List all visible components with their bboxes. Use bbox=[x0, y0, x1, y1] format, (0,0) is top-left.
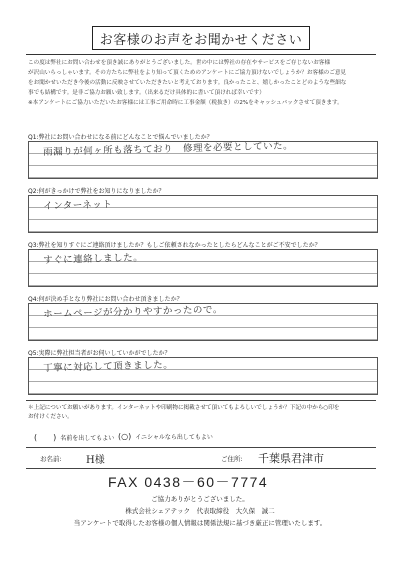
publication-note bbox=[28, 404, 380, 422]
note-line: ＊上記についてお願いがあります。インターネットや印刷物に掲載させて頂いてもよろしいでしょうか？下記の中から○印を bbox=[28, 405, 340, 411]
page-title: お客様のお声をお聞かせください bbox=[92, 26, 310, 50]
question-4-label: Q4:何が決め手となり弊社にお問い合わせ頂きましたか？ bbox=[28, 296, 183, 303]
answer-box-3[interactable] bbox=[28, 249, 378, 287]
intro-line: ※本アンケートにご協力いただいたお客様には工事ご用命時に工事金額（税抜き）の2%をキャッシュバックさせて頂きます。 bbox=[28, 100, 343, 106]
answer-5-text: 丁寧に対応して頂きました。 bbox=[43, 359, 174, 374]
question-3-label: Q3:弊社を知りすぐにご連絡頂けましたか？もしご依頼されなかったとしたらどんなことがご不安でしたか？ bbox=[28, 242, 321, 249]
company-signature: 株式会社シェアテック 代表取締役 大久保 誠二 bbox=[125, 507, 275, 515]
fax-number: FAX 0438－60－7774 bbox=[108, 474, 269, 490]
answer-box-5[interactable] bbox=[28, 357, 378, 395]
option-2-label: イニシャルなら出してもよい bbox=[135, 434, 213, 441]
answer-3-text: すぐに連絡しました。 bbox=[43, 252, 144, 266]
answer-4-text: ホームページが分かりやすかったので。 bbox=[43, 304, 223, 320]
title-divider bbox=[26, 54, 376, 55]
section-divider bbox=[26, 400, 376, 401]
option-name-ok[interactable] bbox=[34, 432, 114, 443]
question-5-label: Q5:実際に弊社担当者がお伺いしていかがでしたか？ bbox=[28, 350, 171, 357]
intro-line: この度は弊社にお問い合わせを頂き誠にありがとうございました。世の中には弊社の存在やサービスをご存じないお客様 bbox=[28, 60, 331, 66]
answer-box-2[interactable] bbox=[28, 195, 378, 233]
answer-1-text: 雨漏りが何ヶ所も落ちており 修理を必要としていた。 bbox=[43, 140, 294, 158]
option-circle-selected: (○) bbox=[118, 432, 132, 441]
answer-box-1[interactable] bbox=[28, 141, 378, 179]
address-label: ご住所: bbox=[221, 455, 243, 463]
option-1-label: 名前を出してもよい bbox=[60, 435, 115, 442]
address-value[interactable]: 千葉県君津市 bbox=[258, 452, 324, 465]
option-circle-empty: ( ) bbox=[34, 433, 57, 442]
name-label: お名前: bbox=[40, 455, 62, 463]
intro-text bbox=[28, 58, 378, 108]
name-address-row bbox=[26, 447, 376, 469]
intro-line: 事でも結構です。是非ご協力お願い致します。（出来るだけ具体的に書いて頂ければ幸いです） bbox=[28, 90, 265, 96]
intro-line: をお聞かせいただき今後の活動に反映させていただきたいと考えております。良かったこと、嬉しかったことどのような些細な bbox=[28, 80, 347, 86]
name-value[interactable]: H様 bbox=[86, 455, 105, 466]
thanks-text: ご協力ありがとうございました。 bbox=[151, 495, 249, 503]
intro-line: が沢山いらっしゃいます。その方たちに弊社をより知って頂くためのアンケートにご協力頂けないでしょうか？お客様のご意見 bbox=[28, 70, 347, 76]
answer-2-text: インターネット bbox=[43, 199, 113, 212]
question-2-label: Q2:何がきっかけで弊社をお知りになりましたか？ bbox=[28, 188, 165, 195]
answer-box-4[interactable] bbox=[28, 303, 378, 341]
note-line: お付けください。 bbox=[28, 414, 73, 420]
question-1-label: Q1:弊社にお問い合わせになる前にどんなことで悩んでいましたか？ bbox=[28, 134, 213, 141]
option-initial-ok[interactable] bbox=[118, 432, 213, 441]
privacy-statement: 当アンケートで取得したお客様の個人情報は関係法規に基づき厳正に管理いたします。 bbox=[73, 519, 327, 527]
